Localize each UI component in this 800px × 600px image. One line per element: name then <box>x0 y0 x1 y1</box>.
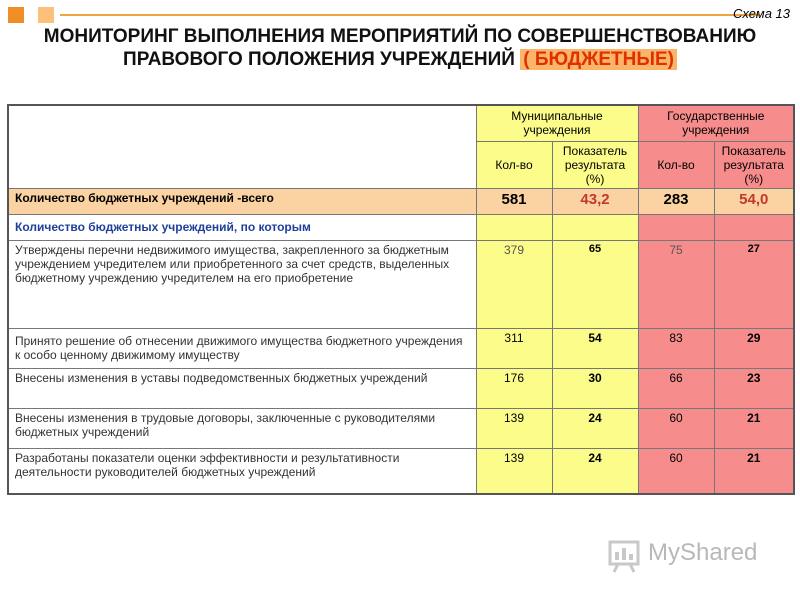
row-s-count: 66 <box>638 368 714 408</box>
header-empty <box>8 105 476 188</box>
schema-label: Схема 13 <box>732 6 790 21</box>
total-m-pct: 43,2 <box>552 188 638 214</box>
row-m-pct: 24 <box>552 408 638 448</box>
which-m-count <box>476 214 552 240</box>
header-s-count: Кол-во <box>638 141 714 188</box>
title-line2-text: ПРАВОВОГО ПОЛОЖЕНИЯ УЧРЕЖДЕНИЙ <box>123 49 515 70</box>
header-m-count: Кол-во <box>476 141 552 188</box>
decor-square-orange <box>8 7 24 23</box>
which-s-pct <box>714 214 794 240</box>
myshared-logo-icon <box>606 534 646 574</box>
title-highlight: ( БЮДЖЕТНЫЕ) <box>520 49 677 70</box>
title-line2 <box>0 48 800 71</box>
title-line1: МОНИТОРИНГ ВЫПОЛНЕНИЯ МЕРОПРИЯТИЙ ПО СОВЕРШЕНСТВОВАНИЮ <box>43 26 757 47</box>
row-s-count: 60 <box>638 448 714 494</box>
header-municipal: Муниципальные учреждения <box>476 105 638 141</box>
total-s-pct: 54,0 <box>714 188 794 214</box>
header-s-indicator <box>714 141 794 188</box>
header-state: Государственные учреждения <box>638 105 794 141</box>
row-s-pct: 21 <box>714 448 794 494</box>
row-m-count: 311 <box>476 328 552 368</box>
row-s-count: 75 <box>638 240 714 328</box>
row-m-count: 139 <box>476 408 552 448</box>
page-title <box>0 25 800 71</box>
total-s-count: 283 <box>638 188 714 214</box>
watermark-text: MyShared <box>648 539 758 566</box>
header-s-percent: (%) <box>744 171 764 186</box>
total-m-count: 581 <box>476 188 552 214</box>
table-row <box>8 240 794 328</box>
row-m-pct: 65 <box>552 240 638 328</box>
header-m-percent: (%) <box>585 171 605 186</box>
decor-top-line <box>60 14 760 16</box>
header-s-indicator-text: Показатель результата <box>721 143 786 172</box>
decor-square-light <box>38 7 54 23</box>
table-row-which <box>8 214 794 240</box>
table-row <box>8 448 794 494</box>
row-label: Внесены изменения в трудовые договоры, заключенные с руководителями бюджетных учреждений <box>8 408 476 448</box>
row-label: Разработаны показатели оценки эффективности и результативности деятельности руководителей бюджетных учреждений <box>8 448 476 494</box>
table-row-total <box>8 188 794 214</box>
header-row-groups <box>8 105 794 141</box>
table-row <box>8 328 794 368</box>
which-m-pct <box>552 214 638 240</box>
header-m-indicator <box>552 141 638 188</box>
row-s-count: 60 <box>638 408 714 448</box>
row-label: Утверждены перечни недвижимого имущества, закрепленного за бюджетным учреждением учредителем или приобретенного за счет средств, выделенных бюджетному учреждению учредителем на его приобретение <box>8 240 476 328</box>
row-s-pct: 29 <box>714 328 794 368</box>
row-m-pct: 30 <box>552 368 638 408</box>
row-s-pct: 27 <box>714 240 794 328</box>
row-s-pct: 21 <box>714 408 794 448</box>
row-label: Принято решение об отнесении движимого имущества бюджетного учреждения к особо ценному движимому имуществу <box>8 328 476 368</box>
which-label: Количество бюджетных учреждений, по которым <box>8 214 476 240</box>
monitoring-table <box>7 104 795 495</box>
row-m-count: 379 <box>476 240 552 328</box>
row-label: Внесены изменения в уставы подведомственных бюджетных учреждений <box>8 368 476 408</box>
total-label: Количество бюджетных учреждений -всего <box>8 188 476 214</box>
row-m-count: 176 <box>476 368 552 408</box>
which-s-count <box>638 214 714 240</box>
header-m-indicator-text: Показатель результата <box>562 143 628 172</box>
row-s-count: 83 <box>638 328 714 368</box>
row-s-pct: 23 <box>714 368 794 408</box>
row-m-count: 139 <box>476 448 552 494</box>
table-row <box>8 408 794 448</box>
row-m-pct: 24 <box>552 448 638 494</box>
row-m-pct: 54 <box>552 328 638 368</box>
table-row <box>8 368 794 408</box>
